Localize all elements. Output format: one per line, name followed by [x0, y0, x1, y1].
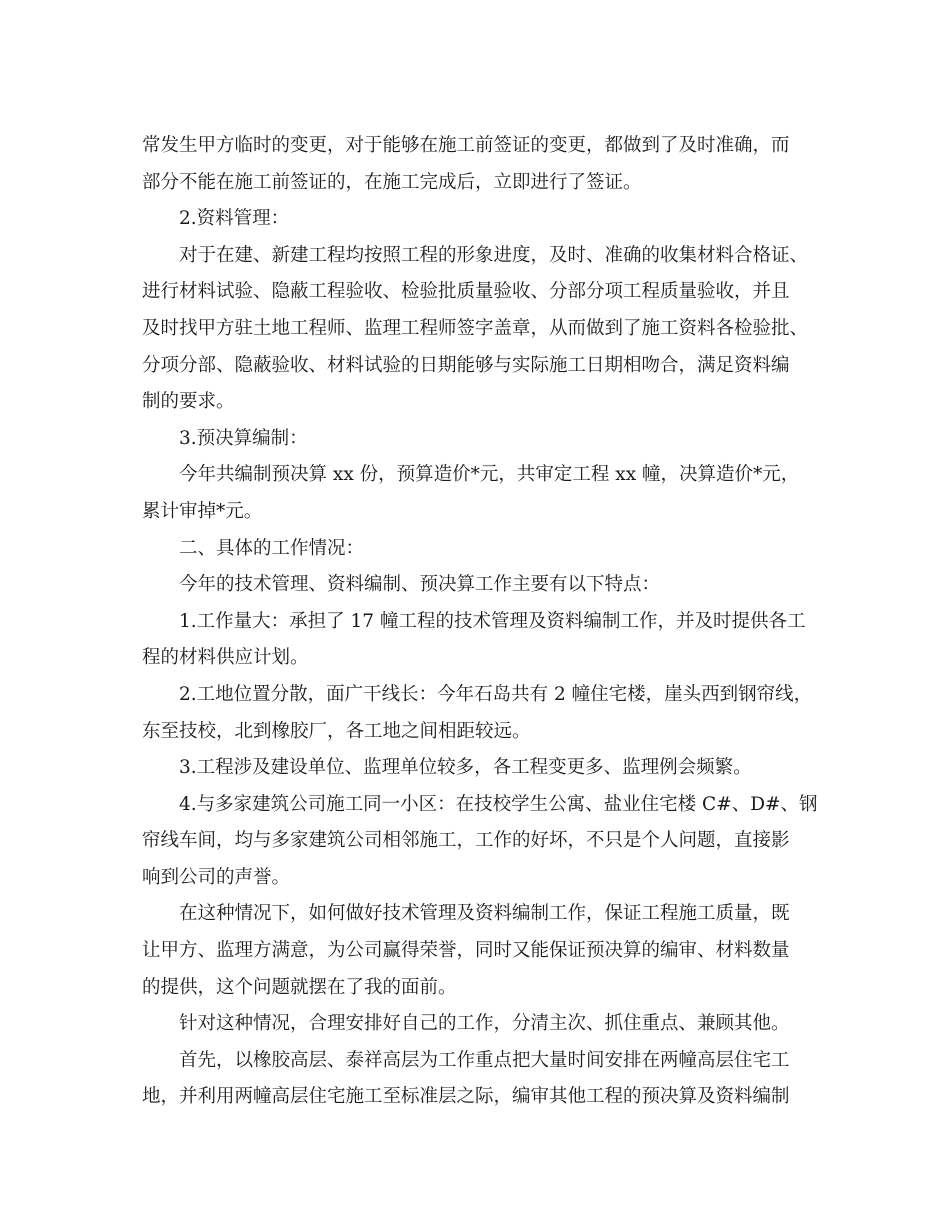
text-line: 进行材料试验、隐蔽工程验收、检验批质量验收、分部分项工程质量验收，并且	[142, 281, 790, 303]
document-body	[142, 128, 818, 1116]
text-line: 在这种情况下，如何做好技术管理及资料编制工作，保证工程施工质量，既	[179, 903, 790, 925]
text-line: 针对这种情况，合理安排好自己的工作，分清主次、抓住重点、兼顾其他。	[179, 1013, 790, 1035]
text-line: 分项分部、隐蔽验收、材料试验的日期能够与实际施工日期相吻合，满足资料编	[142, 354, 790, 376]
text-line: 3.工程涉及建设单位、监理单位较多，各工程变更多、监理例会频繁。	[179, 757, 752, 779]
text-line: 首先，以橡胶高层、泰祥高层为工作重点把大量时间安排在两幢高层住宅工	[179, 1049, 790, 1071]
text-line: 的提供，这个问题就摆在了我的面前。	[142, 976, 457, 998]
text-line: 响到公司的声誉。	[142, 866, 291, 888]
text-line: 1.工作量大：承担了 17 幢工程的技术管理及资料编制工作，并及时提供各工	[179, 610, 806, 632]
text-line: 东至技校，北到橡胶厂，各工地之间相距较远。	[142, 720, 531, 742]
text-line: 今年共编制预决算 xx 份，预算造价*元，共审定工程 xx 幢，决算造价*元，	[179, 464, 800, 486]
text-line: 4.与多家建筑公司施工同一小区：在技校学生公寓、盐业住宅楼 C#、D#、钢	[179, 793, 818, 815]
text-line: 地，并利用两幢高层住宅施工至标准层之际，编审其他工程的预决算及资料编制	[142, 1086, 790, 1108]
text-line: 帘线车间，均与多家建筑公司相邻施工，工作的好坏，不只是个人问题，直接影	[142, 830, 790, 852]
text-line: 程的材料供应计划。	[142, 647, 309, 669]
text-line: 及时找甲方驻土地工程师、监理工程师签字盖章，从而做到了施工资料各检验批、	[142, 317, 809, 339]
text-line: 累计审掉*元。	[142, 500, 263, 522]
text-line: 部分不能在施工前签证的，在施工完成后，立即进行了签证。	[142, 171, 642, 193]
text-line: 2.工地位置分散，面广干线长：今年石岛共有 2 幢住宅楼，崖头西到钢帘线，	[179, 683, 813, 705]
text-line: 制的要求。	[142, 391, 235, 413]
text-line: 今年的技术管理、资料编制、预决算工作主要有以下特点：	[179, 574, 661, 596]
text-line: 2.资料管理：	[179, 208, 290, 230]
text-line: 让甲方、监理方满意，为公司赢得荣誉，同时又能保证预决算的编审、材料数量	[142, 940, 790, 962]
text-line: 常发生甲方临时的变更，对于能够在施工前签证的变更，都做到了及时准确，而	[142, 135, 790, 156]
text-line: 二、具体的工作情况：	[179, 537, 365, 559]
text-line: 3.预决算编制：	[179, 427, 308, 449]
text-line: 对于在建、新建工程均按照工程的形象进度，及时、准确的收集材料合格证、	[179, 244, 809, 266]
